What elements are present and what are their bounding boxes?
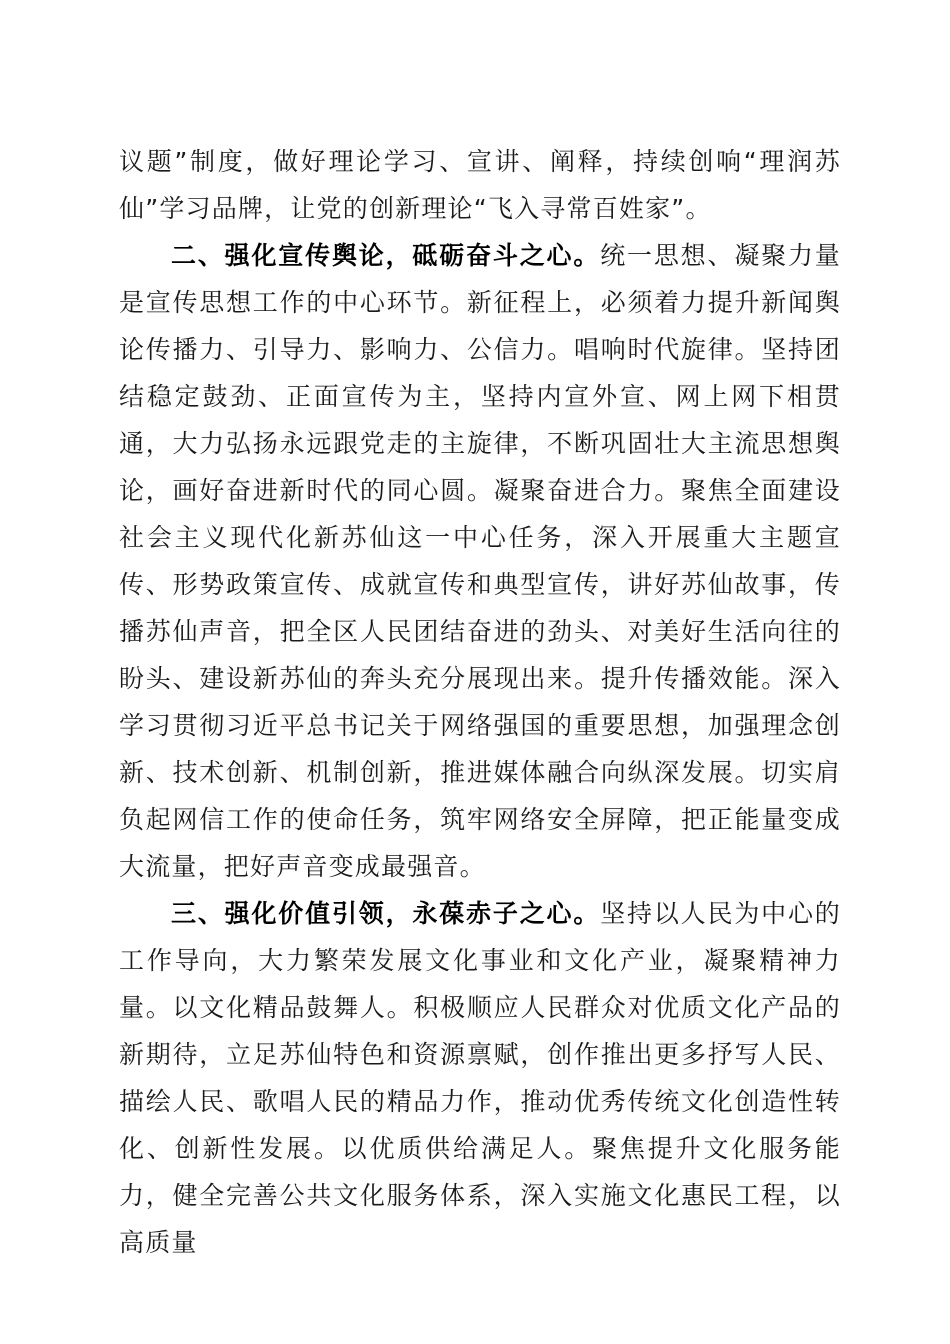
- paragraph-continuation: [119, 138, 841, 232]
- paragraph-body-text: 坚持以人民为中心的工作导向，大力繁荣发展文化事业和文化产业，凝聚精神力量。以文化精品鼓舞人。积极顺应人民群众对优质文化产品的新期待，立足苏仙特色和资源禀赋，创作推出更多抒写人民、描绘人民、歌唱人民的精品力作，推动优秀传统文化创造性转化、创新性发展。以优质供给满足人。聚焦提升文化服务能力，健全完善公共文化服务体系，深入实施文化惠民工程，以高质量: [119, 899, 841, 1257]
- paragraph-section-three: [119, 890, 841, 1266]
- paragraph-section-two: [119, 232, 841, 890]
- section-heading-two: 二、强化宣传舆论，砥砺奋斗之心。: [171, 241, 601, 270]
- document-body: [119, 138, 841, 1266]
- paragraph-body-text: 统一思想、凝聚力量是宣传思想工作的中心环节。新征程上，必须着力提升新闻舆论传播力、引导力、影响力、公信力。唱响时代旋律。坚持团结稳定鼓劲、正面宣传为主，坚持内宣外宣、网上网下相贯通，大力弘扬永远跟党走的主旋律，不断巩固壮大主流思想舆论，画好奋进新时代的同心圆。凝聚奋进合力。聚焦全面建设社会主义现代化新苏仙这一中心任务，深入开展重大主题宣传、形势政策宣传、成就宣传和典型宣传，讲好苏仙故事，传播苏仙声音，把全区人民团结奋进的劲头、对美好生活向往的盼头、建设新苏仙的奔头充分展现出来。提升传播效能。深入学习贯彻习近平总书记关于网络强国的重要思想，加强理念创新、技术创新、机制创新，推进媒体融合向纵深发展。切实肩负起网信工作的使命任务，筑牢网络安全屏障，把正能量变成大流量，把好声音变成最强音。: [119, 241, 841, 881]
- section-heading-three: 三、强化价值引领，永葆赤子之心。: [171, 899, 601, 928]
- paragraph-body-text: 议题”制度，做好理论学习、宣讲、阐释，持续创响“理润苏仙”学习品牌，让党的创新理论“飞入寻常百姓家”。: [119, 147, 841, 223]
